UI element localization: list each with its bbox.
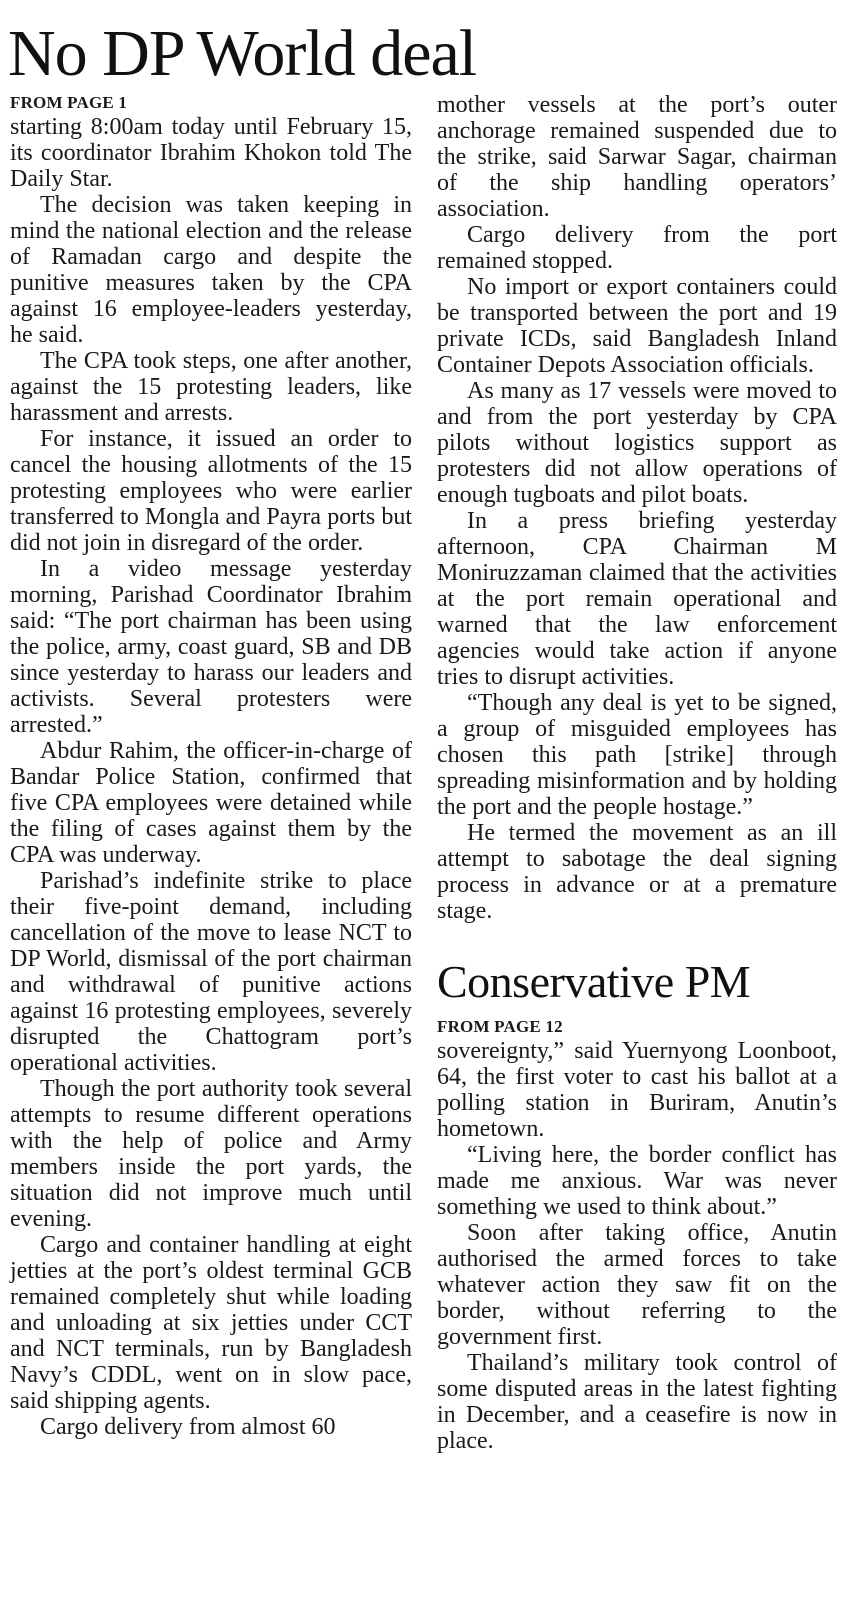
story1-paragraph: Though the port authority took several attempts to resume different operations with the help of police and Army members inside the port yards, the situation did not improve much until evening. [10, 1076, 412, 1232]
story1-left-column [10, 92, 412, 1440]
story1-right-column [437, 92, 837, 1454]
story1-paragraph: starting 8:00am today until February 15, its coordinator Ibrahim Khokon told The Daily Star. [10, 114, 412, 192]
story1-paragraph: The decision was taken keeping in mind the national election and the release of Ramadan cargo and despite the punitive measures taken by the CPA against 16 employee-leaders yesterday, he said. [10, 192, 412, 348]
story1-paragraph: In a video message yesterday morning, Parishad Coordinator Ibrahim said: “The port chairman has been using the police, army, coast guard, SB and DB since yesterday to harass our leaders and activists. Several protesters were arrested.” [10, 556, 412, 738]
story1-headline: No DP World deal [8, 17, 477, 90]
story1-paragraph: As many as 17 vessels were moved to and from the port yesterday by CPA pilots without logistics support as protesters did not allow operations of enough tugboats and pilot boats. [437, 378, 837, 508]
story1-paragraph: The CPA took steps, one after another, against the 15 protesting leaders, like harassment and arrests. [10, 348, 412, 426]
story2-paragraph: Soon after taking office, Anutin authorised the armed forces to take whatever action they saw fit on the border, without referring to the government first. [437, 1220, 837, 1350]
story2-paragraph: Thailand’s military took control of some disputed areas in the latest fighting in December, and a ceasefire is now in place. [437, 1350, 837, 1454]
story2-kicker: FROM PAGE 12 [437, 1017, 563, 1036]
story1-paragraph: Cargo and container handling at eight jetties at the port’s oldest terminal GCB remained completely shut while loading and unloading at six jetties under CCT and NCT terminals, run by Bangladesh Navy’s CDDL, went on in slow pace, said shipping agents. [10, 1232, 412, 1414]
story1-paragraph: He termed the movement as an ill attempt to sabotage the deal signing process in advance or at a premature stage. [437, 820, 837, 924]
story2-paragraph: sovereignty,” said Yuernyong Loonboot, 64, the first voter to cast his ballot at a polling station in Buriram, Anutin’s hometown. [437, 1038, 837, 1142]
story1-paragraph: For instance, it issued an order to cancel the housing allotments of the 15 protesting employees who were earlier transferred to Mongla and Payra ports but did not join in disregard of the order. [10, 426, 412, 556]
story1-paragraph: Abdur Rahim, the officer-in-charge of Bandar Police Station, confirmed that five CPA employees were detained while the filing of cases against them by the CPA was underway. [10, 738, 412, 868]
story1-paragraph: Cargo delivery from almost 60 [40, 1414, 336, 1440]
story1-paragraph: Cargo delivery from the port remained stopped. [437, 222, 837, 274]
story1-paragraph: mother vessels at the port’s outer anchorage remained suspended due to the strike, said Sarwar Sagar, chairman of the ship handling operators’ association. [437, 92, 837, 222]
story1-paragraph: In a press briefing yesterday afternoon, CPA Chairman M Moniruzzaman claimed that the activities at the port remain operational and warned that the law enforcement agencies would take action if anyone tries to disrupt activities. [437, 508, 837, 690]
story1-paragraph: “Though any deal is yet to be signed, a group of misguided employees has chosen this path [strike] through spreading misinformation and by holding the port and the people hostage.” [437, 690, 837, 820]
story2-paragraph: “Living here, the border conflict has made me anxious. War was never something we used to think about.” [437, 1142, 837, 1220]
story1-paragraph: Parishad’s indefinite strike to place their five-point demand, including cancellation of the move to lease NCT to DP World, dismissal of the port chairman and withdrawal of punitive actions against 16 protesting employees, severely disrupted the Chattogram port’s operational activities. [10, 868, 412, 1076]
story2-headline: Conservative PM [437, 956, 751, 1007]
story1-kicker: FROM PAGE 1 [10, 93, 128, 112]
story1-paragraph: No import or export containers could be transported between the port and 19 private ICDs, said Bangladesh Inland Container Depots Association officials. [437, 274, 837, 378]
